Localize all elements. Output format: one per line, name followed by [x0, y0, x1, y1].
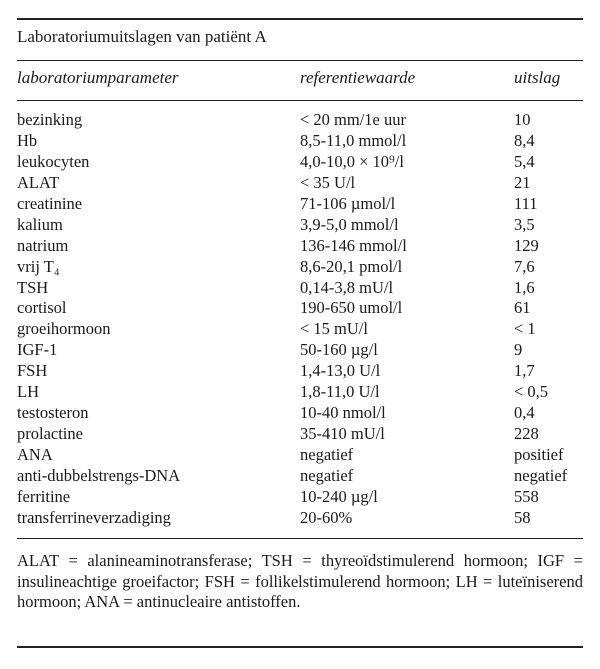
table-row [0, 361, 600, 382]
cell-reference: 10-40 nmol/l [300, 403, 386, 423]
cell-parameter: leukocyten [17, 151, 90, 171]
cell-reference: 190-650 umol/l [300, 298, 403, 318]
bottom-rule [17, 646, 583, 648]
cell-result: 1,6 [514, 277, 535, 297]
cell-reference: 35-410 mU/l [300, 424, 385, 444]
cell-parameter: ALAT [17, 172, 60, 192]
table-row [0, 278, 600, 299]
cell-result: negatief [514, 465, 568, 485]
cell-reference: 136-146 mmol/l [300, 235, 407, 255]
cell-parameter: LH [17, 382, 39, 402]
cell-result: positief [514, 445, 564, 464]
cell-result: 61 [514, 298, 531, 318]
cell-reference: < 35 U/l [300, 172, 356, 192]
table-row [0, 236, 600, 257]
cell-reference: 71-106 µmol/l [300, 193, 396, 213]
cell-parameter: prolactine [17, 424, 83, 444]
cell-result: < 0,5 [514, 382, 549, 402]
footnote: ALAT = alanineaminotransferase; TSH = thyreoïdstimulerend hormoon; IGF = insulineachtige groeifactor; FSH = follikelstimulerend hormoon; LH = luteïniserend hormoon; ANA = antinucleaire antistoffen. [17, 551, 583, 611]
cell-reference: 20-60% [300, 507, 353, 527]
table-row [0, 424, 600, 445]
cell-reference: 4,0-10,0 × 10⁹/l [300, 151, 404, 171]
table-row [0, 403, 600, 424]
table-body [0, 110, 600, 529]
cell-parameter: creatinine [17, 193, 83, 213]
cell-result: 111 [514, 193, 538, 213]
table-row [0, 445, 600, 466]
cell-parameter: IGF-1 [17, 340, 58, 360]
cell-reference: 8,5-11,0 mmol/l [300, 130, 407, 150]
cell-result: 9 [514, 340, 523, 360]
table-row [0, 110, 600, 131]
table-title: Laboratoriumuitslagen van patiënt A [17, 27, 267, 46]
table-row [0, 131, 600, 152]
header-parameter: laboratoriumparameter [17, 68, 179, 87]
cell-reference: negatief [300, 445, 354, 464]
table-row [0, 298, 600, 319]
header-result: uitslag [514, 68, 561, 87]
cell-result: 1,7 [514, 361, 535, 381]
table-row [0, 382, 600, 403]
header-reference: referentiewaarde [300, 68, 416, 87]
table-row [0, 319, 600, 340]
cell-result: 129 [514, 235, 539, 255]
cell-result: 8,4 [514, 130, 535, 150]
table-row [0, 487, 600, 508]
cell-result: 3,5 [514, 214, 535, 234]
header-rule [17, 100, 583, 101]
cell-parameter: groeihormoon [17, 319, 111, 339]
table-row [0, 215, 600, 236]
cell-reference: 8,6-20,1 pmol/l [300, 256, 403, 276]
cell-result: 5,4 [514, 151, 535, 171]
cell-reference: 10-240 µg/l [300, 486, 378, 506]
cell-reference: < 15 mU/l [300, 319, 368, 339]
cell-reference: negatief [300, 465, 354, 485]
cell-reference: < 20 mm/1e uur [300, 110, 407, 129]
cell-reference: 1,4-13,0 U/l [300, 361, 381, 381]
cell-parameter: ferritine [17, 486, 71, 506]
table-row [0, 508, 600, 529]
top-rule [17, 18, 583, 20]
cell-parameter: vrij T₄ [17, 256, 60, 276]
cell-result: 558 [514, 486, 539, 506]
cell-parameter: TSH [17, 277, 49, 297]
cell-parameter: natrium [17, 235, 69, 255]
cell-parameter: ANA [17, 445, 53, 464]
cell-result: < 1 [514, 319, 536, 339]
cell-parameter: transferrineverzadiging [17, 507, 171, 527]
table-row [0, 194, 600, 215]
cell-result: 0,4 [514, 403, 535, 423]
table-row [0, 466, 600, 487]
cell-reference: 50-160 µg/l [300, 340, 378, 360]
title-rule [17, 60, 583, 61]
cell-parameter: kalium [17, 214, 63, 234]
cell-parameter: bezinking [17, 110, 83, 129]
table-row [0, 340, 600, 361]
cell-result: 21 [514, 172, 531, 192]
table-row [0, 173, 600, 194]
table-row [0, 257, 600, 278]
cell-reference: 0,14-3,8 mU/l [300, 277, 394, 297]
cell-parameter: Hb [17, 130, 38, 150]
cell-reference: 1,8-11,0 U/l [300, 382, 380, 402]
body-rule [17, 538, 583, 539]
table-row [0, 152, 600, 173]
cell-parameter: anti-dubbelstrengs-DNA [17, 465, 181, 485]
cell-result: 228 [514, 424, 539, 444]
cell-result: 7,6 [514, 256, 535, 276]
cell-result: 58 [514, 507, 531, 527]
cell-reference: 3,9-5,0 mmol/l [300, 214, 399, 234]
cell-parameter: testosteron [17, 403, 89, 423]
cell-parameter: FSH [17, 361, 48, 381]
cell-parameter: cortisol [17, 298, 67, 318]
cell-result: 10 [514, 110, 531, 129]
